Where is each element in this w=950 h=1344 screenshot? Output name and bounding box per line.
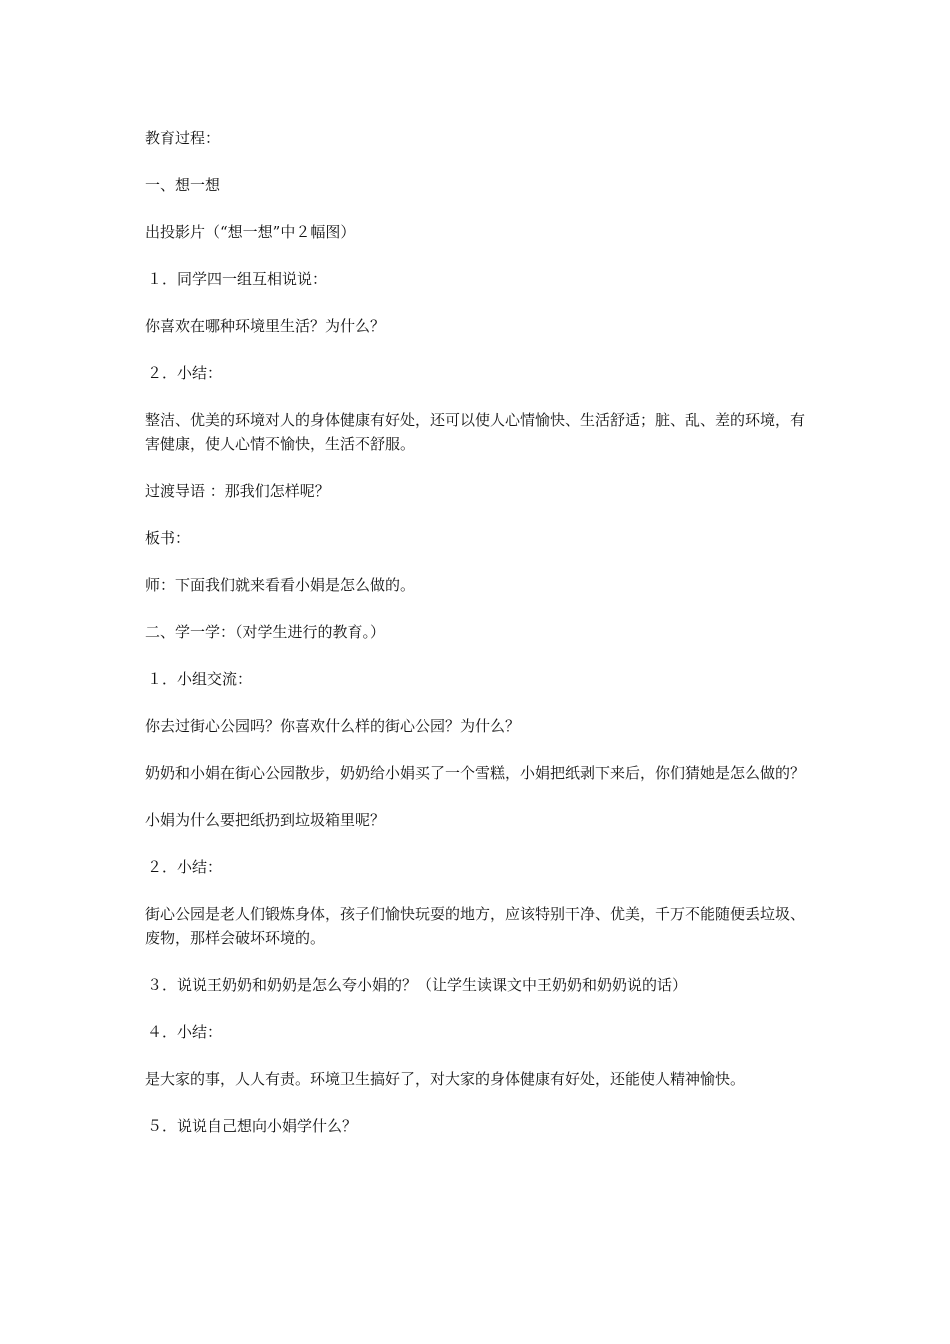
paragraph: 街心公园是老人们锻炼身体，孩子们愉快玩耍的地方，应该特别干净、优美，千万不能随便丢垃圾、废物，那样会破坏环境的。 (145, 905, 806, 947)
paragraph: 板书： (145, 529, 191, 547)
section-one-title: 一、想一想 (145, 176, 221, 194)
list-item: ２．小结： (147, 364, 223, 382)
paragraph: 是大家的事，人人有责。环境卫生搞好了，对大家的身体健康有好处，还能使人精神愉快。 (145, 1070, 746, 1088)
paragraph: 你去过街心公园吗？你喜欢什么样的街心公园？为什么？ (145, 717, 521, 735)
list-item: ２．小结： (147, 858, 223, 876)
list-item: １．小组交流： (147, 670, 253, 688)
document-page (145, 126, 810, 1161)
section-two-title: 二、学一学：（对学生进行的教育。） (145, 623, 386, 641)
list-item: １．同学四一组互相说说： (147, 270, 328, 288)
paragraph: 出投影片（“想一想”中２幅图） (145, 223, 356, 241)
paragraph: 奶奶和小娟在街心公园散步，奶奶给小娟买了一个雪糕，小娟把纸剥下来后，你们猜她是怎么做的？ (145, 764, 806, 782)
heading-process: 教育过程： (145, 129, 221, 147)
list-item: ４．小结： (147, 1023, 223, 1041)
paragraph: 师：下面我们就来看看小娟是怎么做的。 (145, 576, 416, 594)
paragraph: 整洁、优美的环境对人的身体健康有好处，还可以使人心情愉快、生活舒适；脏、乱、差的环境，有害健康，使人心情不愉快，生活不舒服。 (145, 411, 806, 453)
list-item: ３．说说王奶奶和奶奶是怎么夸小娟的？（让学生读课文中王奶奶和奶奶说的话） (147, 976, 688, 994)
paragraph: 过渡导语 ：那我们怎样呢？ (145, 482, 330, 500)
paragraph: 小娟为什么要把纸扔到垃圾箱里呢？ (145, 811, 386, 829)
paragraph: 你喜欢在哪种环境里生活？为什么？ (145, 317, 386, 335)
list-item: ５．说说自己想向小娟学什么？ (147, 1117, 358, 1135)
